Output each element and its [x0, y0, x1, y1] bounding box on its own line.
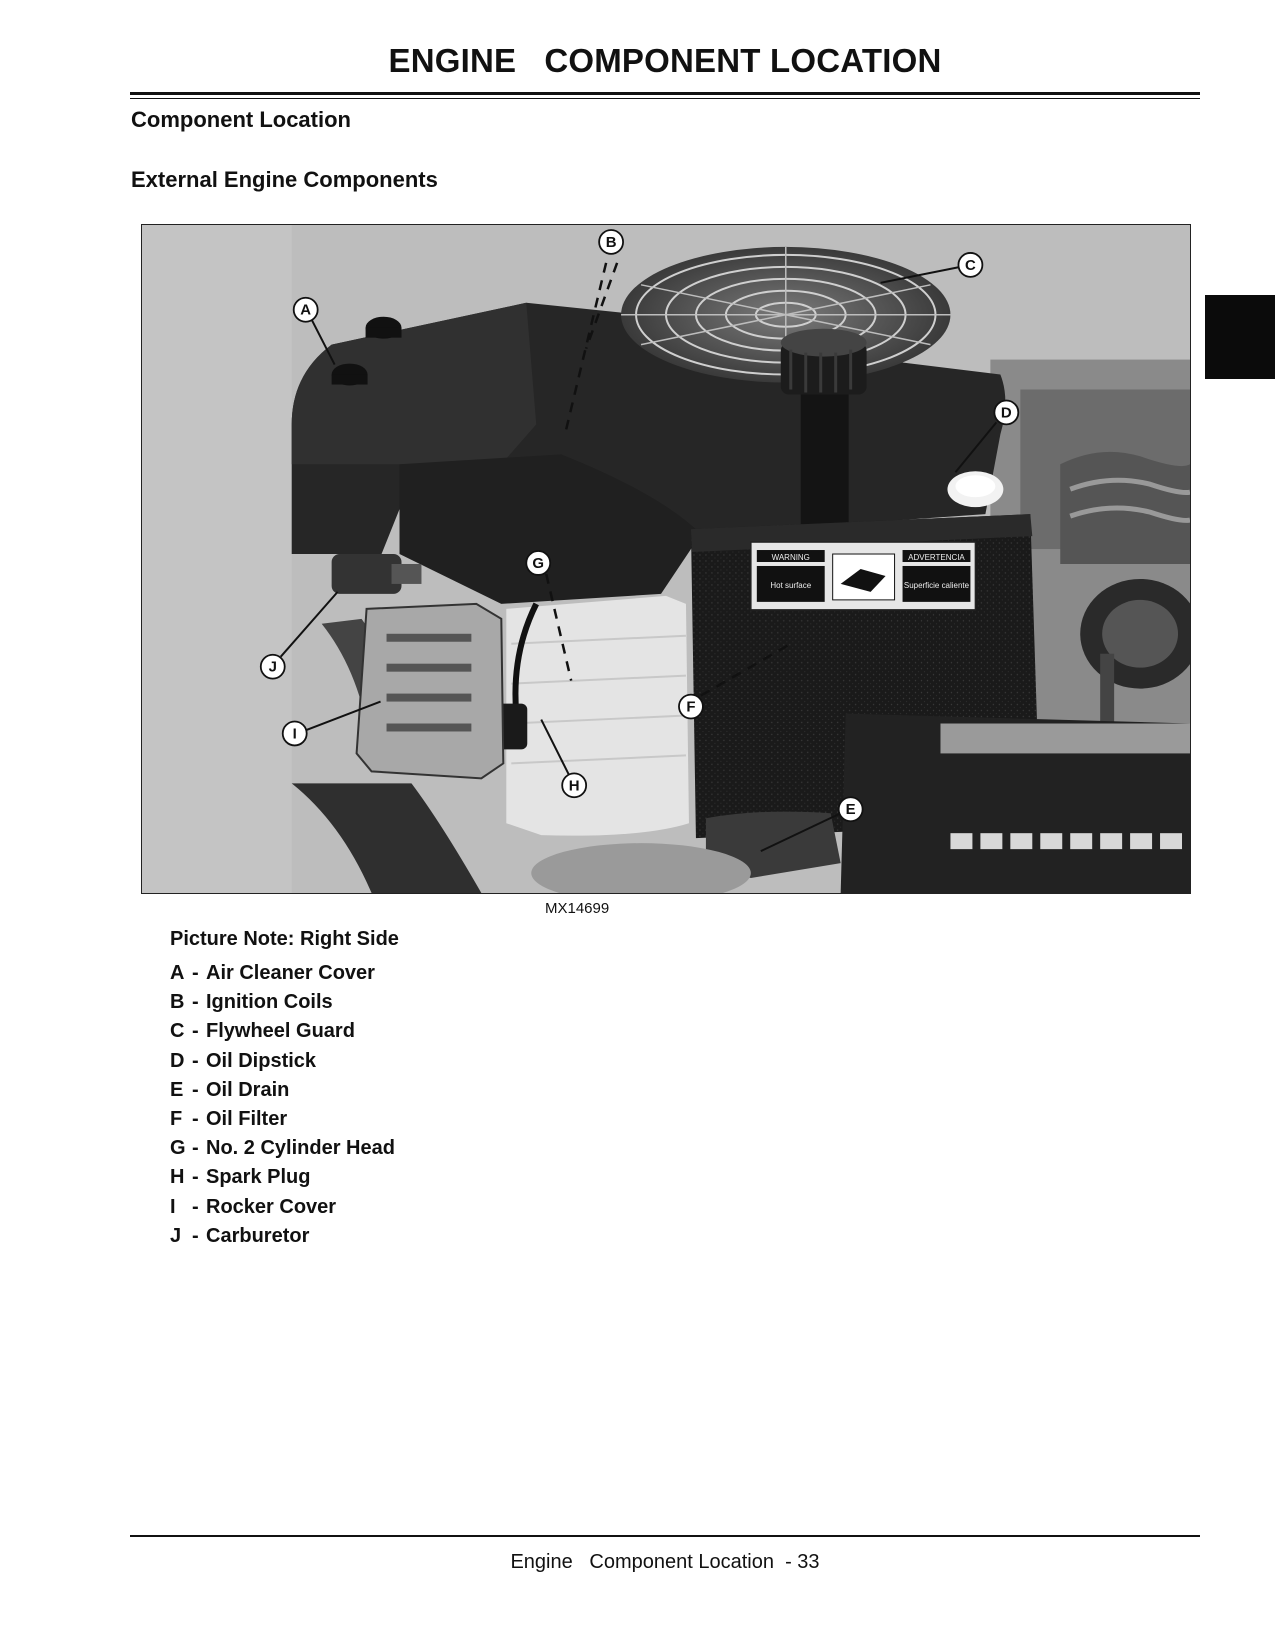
legend-letter: H: [170, 1166, 185, 1189]
callout-b-label: B: [605, 233, 617, 251]
legend-item: C - Flywheel Guard: [170, 1020, 395, 1049]
legend-text: No. 2 Cylinder Head: [206, 1137, 395, 1160]
callout-i-label: I: [292, 725, 297, 743]
legend-letter: I: [170, 1195, 176, 1218]
callout-c-label: C: [965, 256, 976, 274]
legend-letter: E: [170, 1078, 184, 1101]
legend-item: A - Air Cleaner Cover: [170, 962, 395, 991]
section-subheading: External Engine Components: [131, 167, 438, 192]
callout-j-label: J: [268, 658, 277, 676]
legend-text: Carburetor: [206, 1224, 310, 1247]
legend-text: Oil Filter: [206, 1107, 288, 1130]
legend-letter: C: [170, 1020, 185, 1043]
callout-d-label: D: [1000, 404, 1012, 422]
legend-letter: F: [170, 1107, 183, 1130]
figure-id: MX14699: [545, 900, 610, 917]
legend-item: B - Ignition Coils: [170, 991, 395, 1020]
legend-letter: G: [170, 1137, 186, 1160]
legend-letter: J: [170, 1224, 182, 1247]
svg-text:WARNING: WARNING: [771, 553, 810, 562]
legend-text: Air Cleaner Cover: [206, 962, 375, 984]
legend-item: J - Carburetor: [170, 1225, 395, 1254]
legend-item: E - Oil Drain: [170, 1079, 395, 1108]
legend-item: D - Oil Dipstick: [170, 1050, 395, 1079]
legend-letter: B: [170, 991, 185, 1014]
legend-text: Flywheel Guard: [206, 1020, 355, 1043]
callout-f-label: F: [686, 698, 696, 716]
legend-text: Spark Plug: [206, 1166, 311, 1189]
page-title: ENGINE COMPONENT LOCATION: [388, 42, 942, 79]
svg-text:ADVERTENCIA: ADVERTENCIA: [908, 553, 965, 562]
callout-e-label: E: [845, 801, 856, 819]
engine-photo: [141, 224, 1191, 894]
legend-letter: D: [170, 1049, 185, 1072]
picture-note: Picture Note: Right Side: [170, 928, 399, 950]
title-rule-thin: [130, 98, 1200, 99]
legend-item: F - Oil Filter: [170, 1108, 395, 1137]
legend-item: H - Spark Plug: [170, 1166, 395, 1195]
callout-a-label: A: [300, 301, 312, 319]
page-footer: Engine Component Location - 33: [510, 1551, 820, 1573]
legend-item: I - Rocker Cover: [170, 1196, 395, 1225]
legend-text: Oil Dipstick: [206, 1049, 317, 1072]
section-heading: Component Location: [131, 107, 351, 132]
title-rule: [130, 92, 1200, 95]
section-tab: [1205, 295, 1275, 379]
legend-item: G - No. 2 Cylinder Head: [170, 1137, 395, 1166]
engine-illustration: [142, 225, 1190, 893]
legend-text: Rocker Cover: [206, 1195, 337, 1218]
legend-text: Ignition Coils: [206, 991, 333, 1014]
callout-g-label: G: [532, 554, 545, 572]
footer-rule: [130, 1535, 1200, 1537]
legend-text: Oil Drain: [206, 1078, 290, 1101]
legend-letter: A: [170, 962, 185, 984]
svg-text:Hot surface: Hot surface: [770, 580, 812, 590]
svg-text:Superficie caliente: Superficie caliente: [903, 580, 970, 590]
callout-legend: [170, 962, 395, 1254]
callout-h-label: H: [568, 777, 580, 795]
